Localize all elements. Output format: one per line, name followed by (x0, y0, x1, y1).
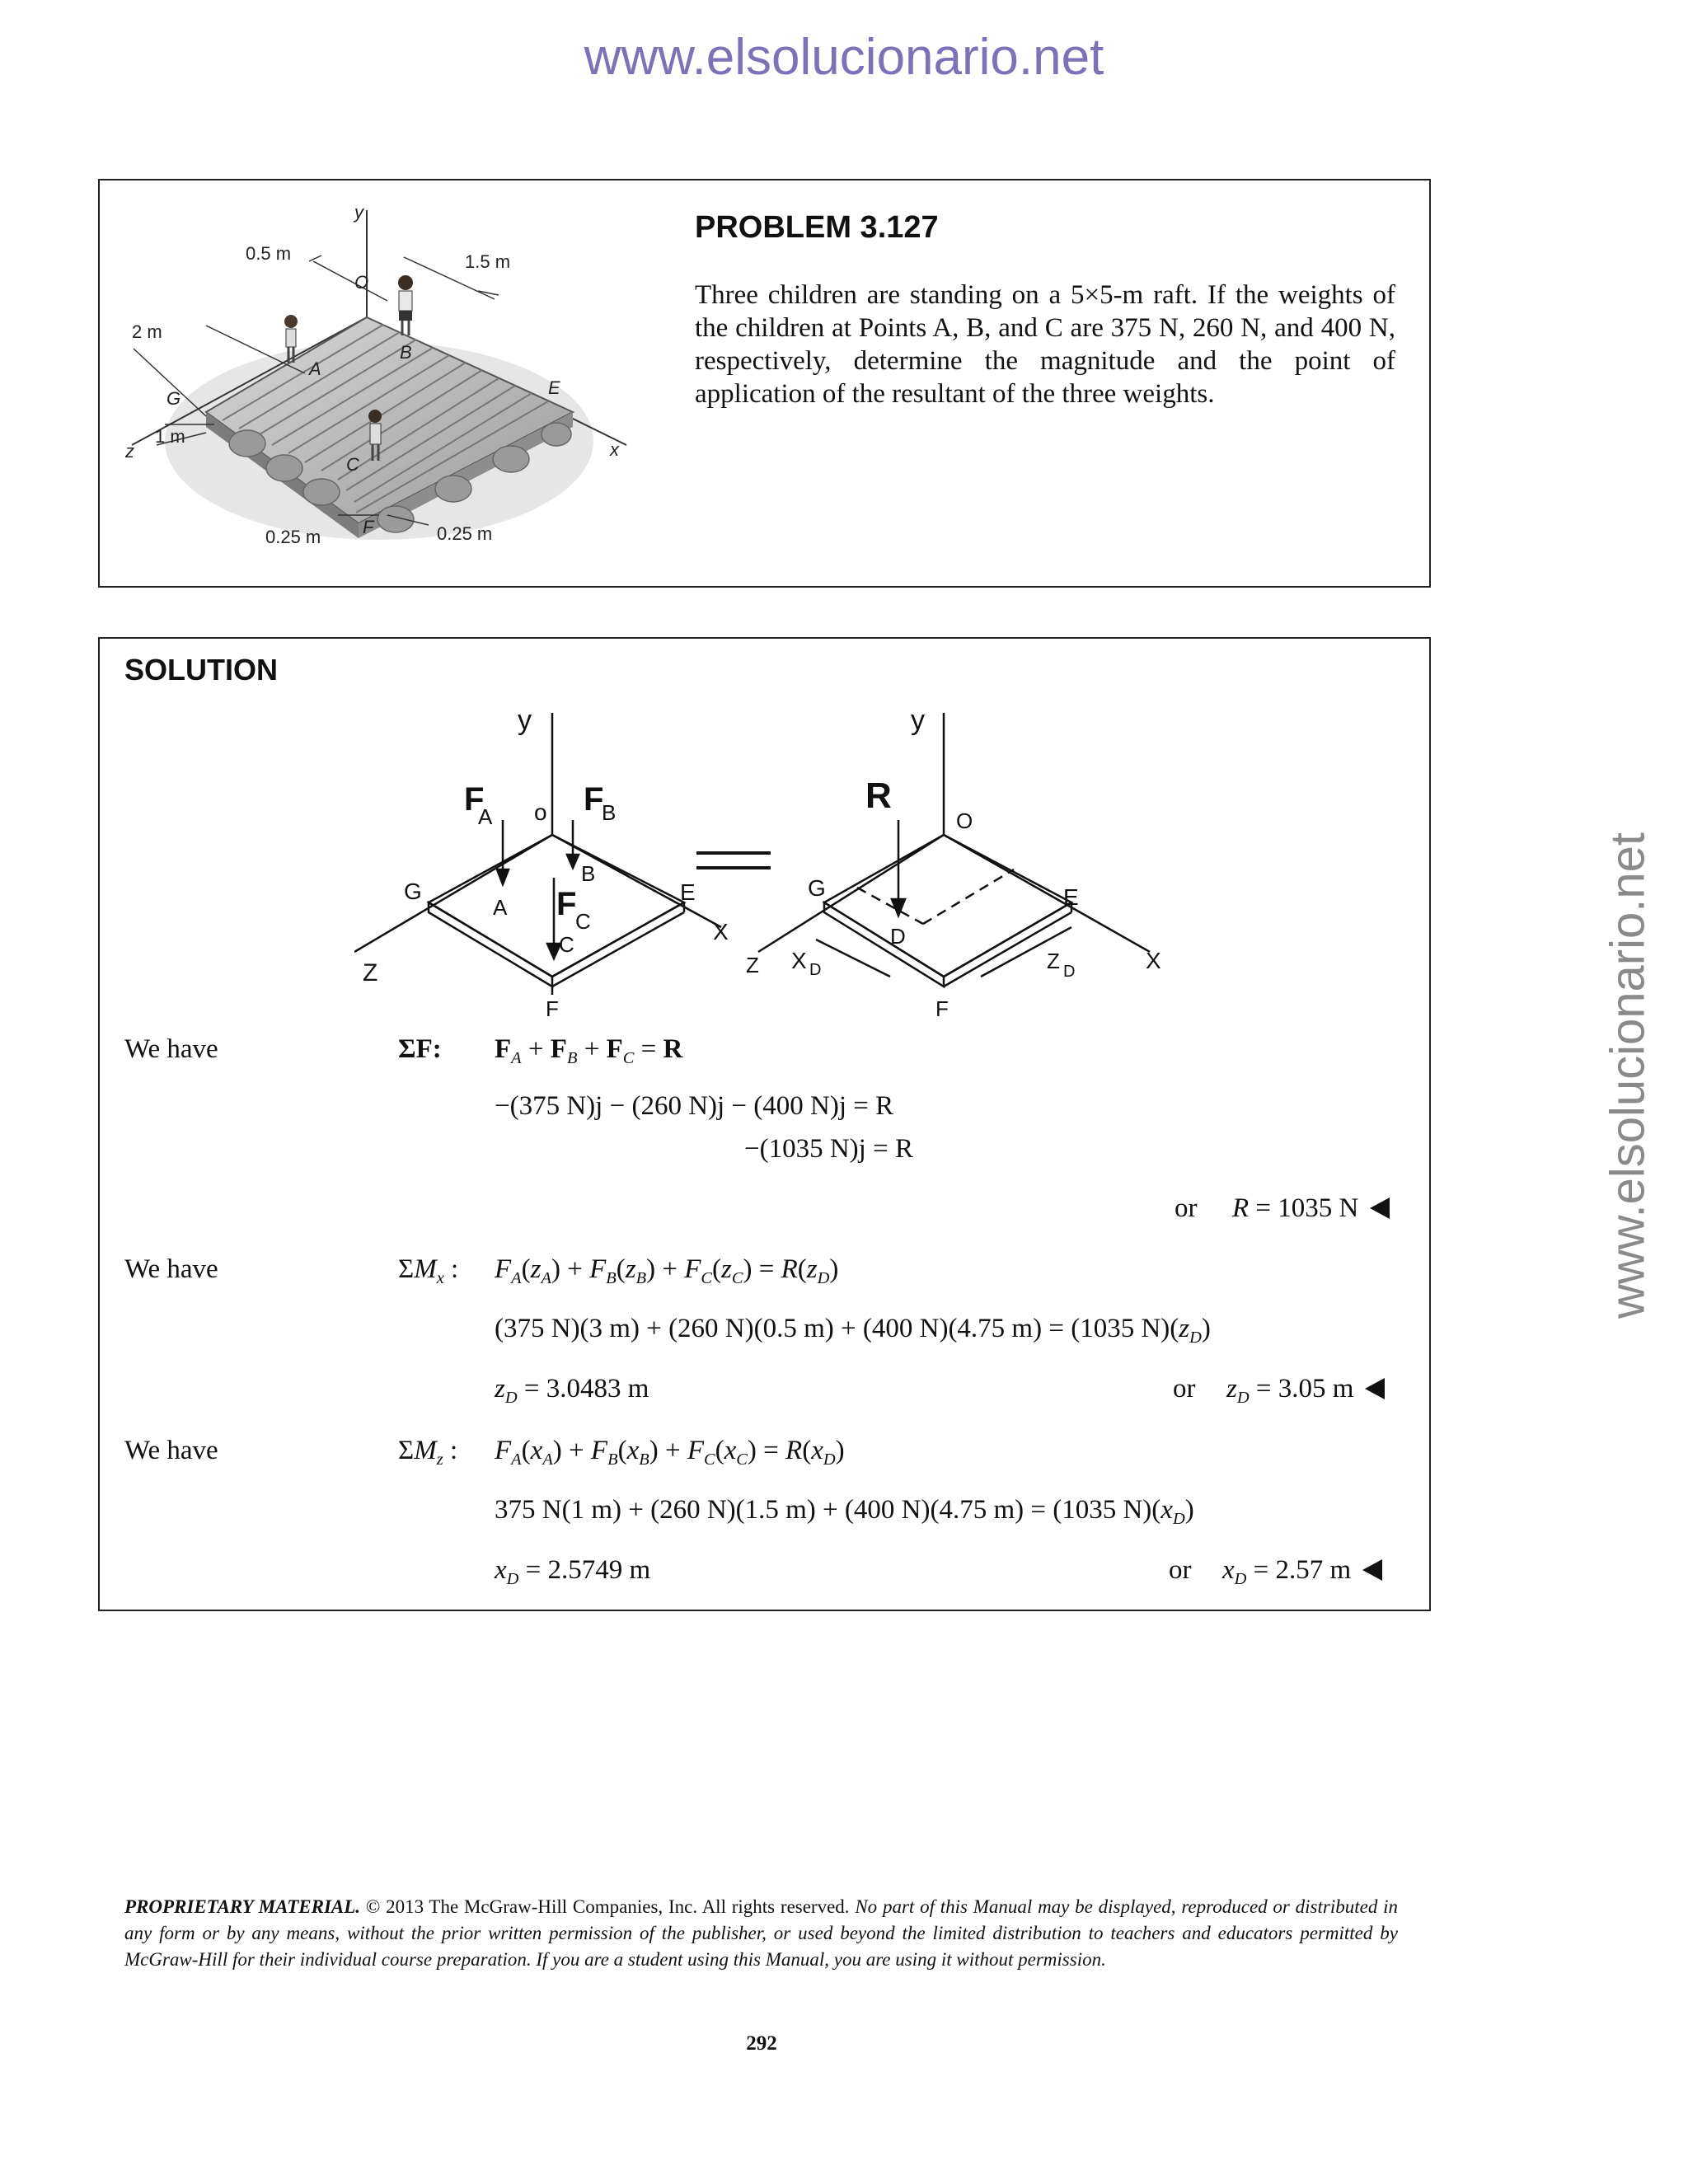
problem-text: Three children are standing on a 5×5-m raft. If the weights of the children at Points A, B, and C are 375 N, 260 N, and 400 N, respectively, determine the magnitude and the point of application of the resultant of the three weights. (695, 280, 1395, 409)
sk-c1: C (559, 932, 574, 957)
sk-o1: o (534, 799, 547, 825)
sk-xd-sub: D (809, 961, 822, 979)
page-number: 292 (746, 2032, 777, 2055)
watermark-top: www.elsolucionario.net (584, 29, 1104, 86)
sk-y2: y (911, 705, 925, 736)
sk-b1: B (581, 861, 596, 886)
raft-figure (115, 194, 643, 556)
sk-x2: X (1146, 948, 1161, 973)
sk-r: R (865, 776, 892, 816)
sk-o2: O (956, 808, 973, 833)
footer-lead: PROPRIETARY MATERIAL. (124, 1896, 361, 1917)
fig-dim-2: 2 m (132, 321, 162, 342)
eq-sum-mx: $F_A(z_A) + F_B(z_B) + F_C(z_C) = R(z_D)$ (495, 1254, 839, 1288)
sk-x1: X (713, 919, 729, 944)
eq-mz-numeric: 375 N(1 m) + (260 N)(1.5 m) + (400 N)(4.75 m) = (1035 $N)(x_D)$ (495, 1495, 1194, 1529)
sk-f1: F (546, 996, 559, 1018)
child-b-icon (398, 275, 413, 335)
fig-dim-025-left: 0.25 m (265, 527, 321, 547)
eq-line-3: −(1035 N)j = R (744, 1134, 913, 1164)
sk-g1: G (404, 879, 422, 904)
sk-zd: Z (1047, 949, 1060, 973)
fig-g-label: G (166, 388, 181, 409)
sk-y1: y (518, 705, 532, 736)
or-label-1: or (1175, 1193, 1198, 1223)
sk-xd: X (791, 948, 807, 973)
sum-mx-label: $\Sigma M_x$ : (398, 1254, 459, 1288)
eq-mx-numeric: (375 N)(3 m) + (260 N)(0.5 m) + (400 N)(4.75 m) = (1035 $N)(z_D)$ (495, 1314, 1211, 1347)
we-have-1: We have (124, 1034, 218, 1064)
eq-line-2: −(375 N)j − (260 N)j − (400 N)j = R (495, 1091, 894, 1121)
sk-fa: F (464, 781, 485, 818)
solution-sketch (354, 705, 1187, 1018)
sk-f2: F (935, 996, 949, 1018)
answer-r: R = 1035 N (1232, 1193, 1390, 1224)
sk-a1: A (493, 895, 508, 920)
sk-e2: E (1063, 884, 1079, 910)
fig-dim-15: 1.5 m (465, 251, 511, 272)
fig-x-label: x (610, 439, 619, 460)
solution-title: SOLUTION (124, 653, 278, 687)
sk-z2: Z (746, 953, 759, 977)
answer-marker-icon (1365, 1378, 1385, 1399)
eq-xd-value: $x_D = 2.5749$ m (495, 1555, 651, 1589)
sum-mz-label: $\Sigma M_z$ : (398, 1436, 458, 1469)
fig-o-label: O (354, 272, 369, 293)
sk-zd-sub: D (1063, 963, 1076, 981)
sk-fc: F (556, 886, 577, 922)
footer-notice (124, 1894, 1398, 1973)
sk-fa-sub: A (478, 804, 493, 829)
fig-e-label: E (548, 377, 560, 398)
sk-fb-sub: B (602, 800, 617, 825)
sk-z1: Z (363, 959, 378, 987)
watermark-side: www.elsolucionario.net (1601, 832, 1655, 1319)
fig-a-label: A (309, 359, 321, 379)
fig-b-label: B (400, 342, 412, 363)
sum-f-label: ΣF: (398, 1034, 442, 1064)
answer-r-value: = 1035 N (1249, 1193, 1359, 1223)
fig-f-label: F (363, 517, 374, 537)
fig-y-label: y (354, 202, 363, 223)
sk-fb: F (584, 781, 604, 818)
fig-dim-025-right: 0.25 m (437, 523, 493, 544)
sk-e1: E (680, 879, 696, 905)
answer-zd: $z_D = 3.05$ m (1226, 1374, 1385, 1408)
fig-c-label: C (346, 454, 359, 475)
fig-dim-1: 1 m (155, 426, 185, 447)
we-have-3: We have (124, 1436, 218, 1465)
answer-xd: $x_D = 2.57$ m (1222, 1555, 1382, 1589)
footer-copyright: © 2013 The McGraw-Hill Companies, Inc. All rights reserved. (360, 1896, 850, 1917)
answer-marker-icon (1362, 1559, 1382, 1581)
answer-marker-icon (1370, 1197, 1390, 1219)
eq-sum-mz: $F_A(x_A) + F_B(x_B) + F_C(x_C) = R(x_D)$ (495, 1436, 845, 1469)
we-have-2: We have (124, 1254, 218, 1284)
footer-notice-text: No part of this Manual may be displayed, reproduced or distributed in any form or by any means, without the prior written permission of the publisher, or used beyond the limited distribution to teachers and educators permitted by McGraw-Hill for their individual course preparation. If you are a student using this Manual, you are using it without permission. (124, 1896, 1398, 1970)
sk-d2: D (890, 924, 906, 949)
fig-z-label: z (125, 441, 134, 462)
or-label-3: or (1169, 1555, 1192, 1585)
eq-zd-value: $z_D = 3.0483$ m (495, 1374, 649, 1408)
or-label-2: or (1173, 1374, 1196, 1404)
sk-g2: G (808, 875, 826, 901)
fig-dim-05: 0.5 m (246, 243, 292, 264)
eq-sum-f: $F_A + F_B + F_C = R$ (495, 1034, 683, 1068)
sk-fc-sub: C (575, 909, 591, 934)
problem-title: PROBLEM 3.127 (695, 210, 939, 245)
